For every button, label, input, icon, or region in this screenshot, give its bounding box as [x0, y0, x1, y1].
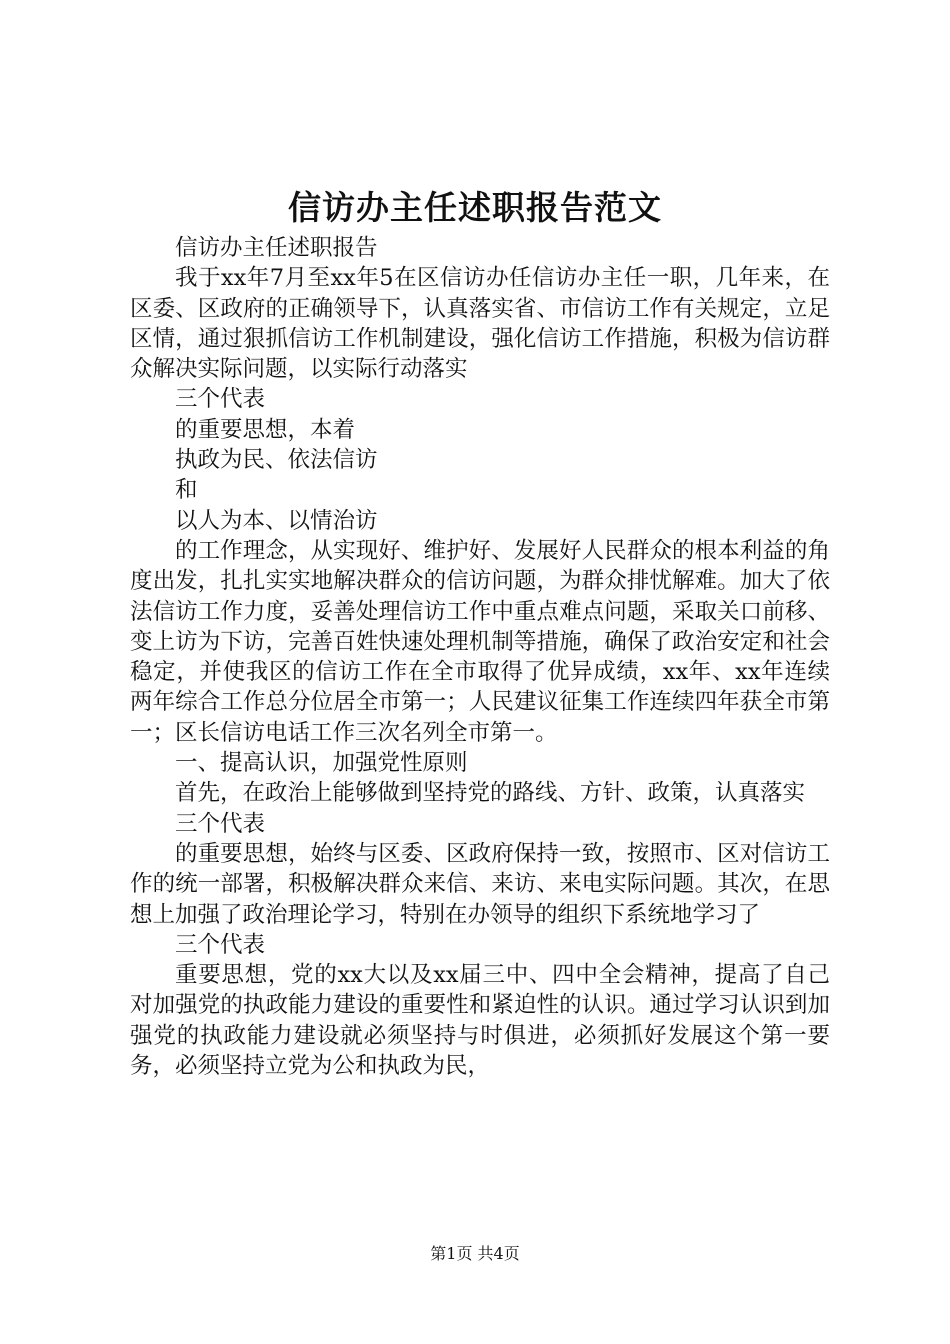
paragraph: 首先，在政治上能够做到坚持党的路线、方针、政策，认真落实 [175, 780, 806, 807]
page-number-footer: 第1页 共4页 [430, 1244, 520, 1263]
paragraph: 三个代表 [175, 931, 266, 958]
document-title: 信访办主任述职报告范文 [288, 188, 662, 227]
paragraph: 三个代表 [175, 810, 266, 837]
paragraph: 的工作理念，从实现好、维护好、发展好人民群众的根本利益的角度出发，扎扎实实地解决群众的信访问题，为群众排忧解难。加大了依法信访工作力度，妥善处理信访工作中重点难点问题，采取关口前移、变上访为下访，完善百姓快速处理机制等措施，确保了政治安定和社会稳定，并使我区的信访工作在全市取得了优异成绩，xx年、xx年连续两年综合工作总分位居全市第一；人民建议征集工作连续四年获全市第一；区长信访电话工作三次名列全市第一。 [130, 537, 830, 746]
paragraph: 和 [175, 477, 198, 504]
paragraph: 三个代表 [175, 386, 266, 413]
paragraph-subtitle: 信访办主任述职报告 [175, 235, 378, 261]
paragraph: 重要思想，党的xx大以及xx届三中、四中全会精神，提高了自己对加强党的执政能力建设的重要性和紧迫性的认识。通过学习认识到加强党的执政能力建设就必须坚持与时俱进，必须抓好发展这个第一要务，必须坚持立党为公和执政为民， [130, 962, 830, 1080]
section-heading: 一、提高认识，加强党性原则 [175, 750, 468, 777]
paragraph: 执政为民、依法信访 [175, 447, 378, 474]
paragraph: 我于xx年7月至xx年5在区信访办任信访办主任一职，几年来，在区委、区政府的正确领导下，认真落实省、市信访工作有关规定，立足区情，通过狠抓信访工作机制建设，强化信访工作措施，积极为信访群众解决实际问题，以实际行动落实 [130, 265, 830, 383]
paragraph: 的重要思想，始终与区委、区政府保持一致，按照市、区对信访工作的统一部署，积极解决群众来信、来访、来电实际问题。其次，在思想上加强了政治理论学习，特别在办领导的组织下系统地学习了 [130, 840, 830, 928]
paragraph: 的重要思想，本着 [175, 416, 356, 443]
paragraph: 以人为本、以情治访 [175, 507, 378, 534]
document-body [130, 233, 830, 1081]
